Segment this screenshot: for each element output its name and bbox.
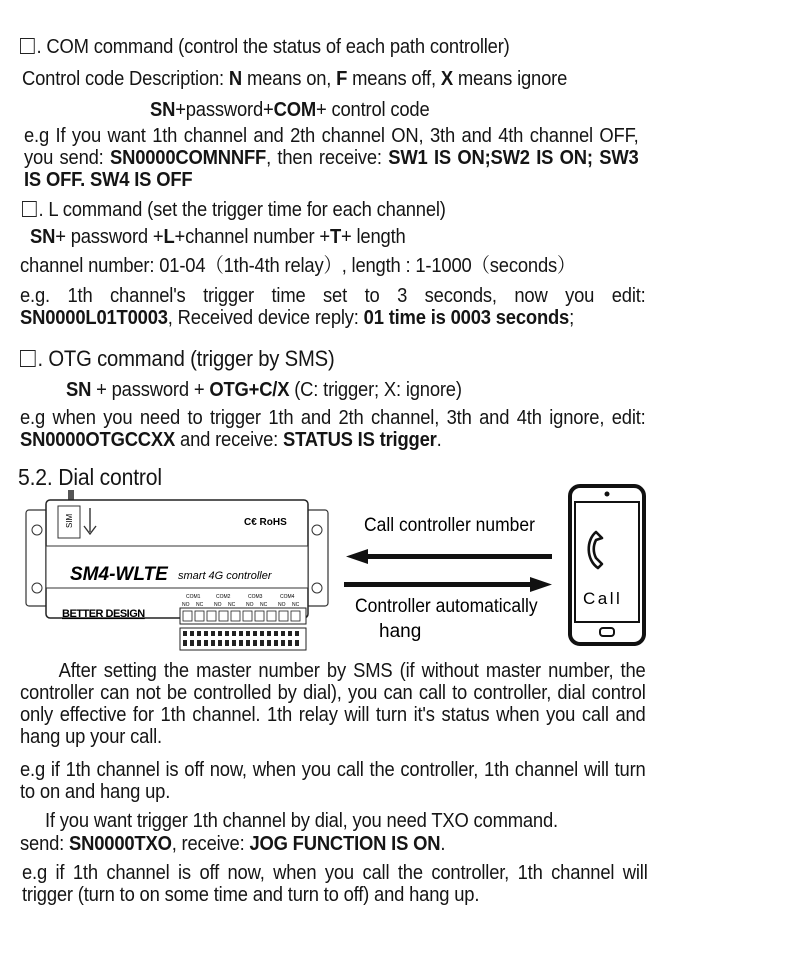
terminal-nc: NC [260, 602, 268, 608]
otg-format: SN + password + OTG+C/X (C: trigger; X: ignore) [66, 379, 462, 401]
channel-label: COM4 [280, 594, 295, 600]
terminal-no: NO [214, 602, 222, 608]
terminal-nc: NC [196, 602, 204, 608]
phone-call-text: Call [583, 589, 623, 608]
terminal-no: NO [182, 602, 190, 608]
brand-logo: BETTER DESIGN [62, 608, 145, 620]
controller-device [26, 490, 328, 650]
dial-paragraph-2: e.g if 1th channel is off now, when you call the controller, 1th channel will turn to on and hang up. [20, 759, 646, 803]
checkbox-icon [20, 350, 36, 367]
terminal-no: NO [246, 602, 254, 608]
dial-paragraph-3: If you want trigger 1th channel by dial, you need TXO command. [45, 810, 558, 832]
phone-icon [570, 486, 644, 644]
l-format: SN+ password +L+channel number +T+ length [30, 226, 406, 248]
dial-diagram-svg [0, 480, 790, 660]
cert-mark: C€ RoHS [244, 517, 287, 528]
dial-heading: 5.2. Dial control [18, 464, 162, 490]
call-controller-label: Call controller number [364, 513, 535, 536]
terminal-nc: NC [292, 602, 300, 608]
checkbox-icon [20, 38, 35, 54]
auto-hang-label-2: hang [379, 621, 422, 642]
l-example: e.g. 1th channel's trigger time set to 3 seconds, now you edit: SN0000L01T0003, Received device reply: 01 time is 0003 seconds; [20, 285, 646, 329]
txo-command-line: send: SN0000TXO, receive: JOG FUNCTION IS ON. [20, 833, 446, 855]
sim-label: SIM [65, 513, 74, 528]
l-channel-range: channel number: 01-04（1th-4th relay）, length : 1-1000（seconds） [20, 255, 576, 277]
com-format: SN+password+COM+ control code [150, 99, 430, 121]
otg-heading: . OTG command (trigger by SMS) [20, 348, 595, 370]
l-heading: . L command (set the trigger time for each channel) [22, 199, 597, 221]
channel-label: COM1 [186, 594, 201, 600]
com-heading: . COM command (control the status of each path controller) [20, 36, 595, 58]
dial-paragraph-4: e.g if 1th channel is off now, when you call the controller, 1th channel will trigger (turn to on some time and turn to off) and hang up. [22, 862, 648, 906]
dial-paragraph-1: After setting the master number by SMS (if without master number, the controller can not be controlled by dial), you can call to controller, dial control only effective for 1th channel. 1th relay will turn it's status when you call and hang up your call. [20, 660, 646, 748]
device-model: SM4-WLTE [70, 564, 168, 585]
channel-label: COM3 [248, 594, 263, 600]
checkbox-icon [22, 201, 37, 217]
auto-hang-label-1: Controller automatically [355, 594, 538, 617]
otg-example: e.g when you need to trigger 1th and 2th channel, 3th and 4th ignore, edit: SN0000OTGCCXX and receive: STATUS IS trigger. [20, 407, 646, 451]
arrow-left-icon [346, 549, 552, 564]
device-subtitle: smart 4G controller [178, 570, 272, 582]
com-example: e.g If you want 1th channel and 2th channel ON, 3th and 4th channel OFF, you send: SN0000COMNNFF, then receive: SW1 IS ON;SW2 IS ON; SW3 IS OFF. SW4 IS OFF [24, 125, 639, 191]
channel-label: COM2 [216, 594, 231, 600]
dial-diagram [0, 480, 790, 660]
com-control-code-description: Control code Description: N means on, F means off, X means ignore [22, 68, 568, 90]
terminal-no: NO [278, 602, 286, 608]
terminal-nc: NC [228, 602, 236, 608]
arrow-right-icon [344, 577, 552, 592]
